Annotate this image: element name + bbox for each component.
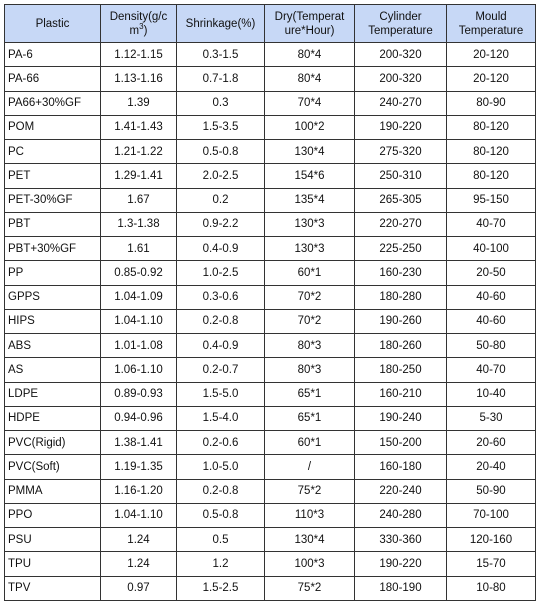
cell-density: 0.89-0.93 xyxy=(101,382,177,406)
cell-plastic: AS xyxy=(5,358,101,382)
cell-density: 0.85-0.92 xyxy=(101,261,177,285)
cell-cylinder-temperature: 200-320 xyxy=(355,43,447,67)
cell-cylinder-temperature: 180-250 xyxy=(355,358,447,382)
header-mould-temperature xyxy=(447,5,536,43)
cell-density: 1.41-1.43 xyxy=(101,115,177,139)
cell-density: 1.3-1.38 xyxy=(101,212,177,236)
cell-cylinder-temperature: 240-280 xyxy=(355,503,447,527)
cell-density: 1.04-1.10 xyxy=(101,309,177,333)
header-density-close: ) xyxy=(143,24,148,37)
cell-density: 1.12-1.15 xyxy=(101,43,177,67)
cell-mould-temperature: 40-60 xyxy=(447,285,536,309)
cell-plastic: PBT xyxy=(5,212,101,236)
cell-mould-temperature: 80-120 xyxy=(447,164,536,188)
cell-shrinkage: 0.3-0.6 xyxy=(177,285,265,309)
cell-dry: / xyxy=(265,455,355,479)
cell-mould-temperature: 15-70 xyxy=(447,552,536,576)
table-row xyxy=(5,334,536,358)
table-row xyxy=(5,237,536,261)
cell-dry: 75*2 xyxy=(265,479,355,503)
plastics-properties-table xyxy=(4,4,536,601)
header-row xyxy=(5,5,536,43)
cell-plastic: POM xyxy=(5,115,101,139)
cell-mould-temperature: 20-120 xyxy=(447,67,536,91)
cell-density: 1.29-1.41 xyxy=(101,164,177,188)
cell-mould-temperature: 40-70 xyxy=(447,358,536,382)
cell-density: 1.13-1.16 xyxy=(101,67,177,91)
cell-dry: 65*1 xyxy=(265,382,355,406)
header-density-line1: Density(g/c xyxy=(109,10,168,23)
cell-plastic: PC xyxy=(5,140,101,164)
table-row xyxy=(5,406,536,430)
header-plastic xyxy=(5,5,101,43)
cell-plastic: PA-66 xyxy=(5,67,101,91)
cell-cylinder-temperature: 225-250 xyxy=(355,237,447,261)
cell-dry: 70*4 xyxy=(265,91,355,115)
cell-density: 0.94-0.96 xyxy=(101,406,177,430)
header-shrinkage xyxy=(177,5,265,43)
cell-mould-temperature: 20-40 xyxy=(447,455,536,479)
header-density xyxy=(101,5,177,43)
cell-cylinder-temperature: 330-360 xyxy=(355,528,447,552)
cell-mould-temperature: 50-80 xyxy=(447,334,536,358)
cell-shrinkage: 0.2-0.8 xyxy=(177,479,265,503)
cell-dry: 130*3 xyxy=(265,212,355,236)
cell-cylinder-temperature: 240-270 xyxy=(355,91,447,115)
cell-mould-temperature: 40-100 xyxy=(447,237,536,261)
cell-dry: 70*2 xyxy=(265,285,355,309)
cell-cylinder-temperature: 180-190 xyxy=(355,576,447,601)
table-row xyxy=(5,91,536,115)
cell-plastic: PET xyxy=(5,164,101,188)
cell-plastic: HDPE xyxy=(5,406,101,430)
cell-mould-temperature: 20-120 xyxy=(447,43,536,67)
cell-plastic: TPU xyxy=(5,552,101,576)
cell-shrinkage: 1.0-2.5 xyxy=(177,261,265,285)
cell-plastic: LDPE xyxy=(5,382,101,406)
table-row xyxy=(5,358,536,382)
cell-plastic: ABS xyxy=(5,334,101,358)
cell-plastic: PSU xyxy=(5,528,101,552)
table-row xyxy=(5,309,536,333)
table-header xyxy=(5,5,536,43)
cell-cylinder-temperature: 160-180 xyxy=(355,455,447,479)
cell-dry: 60*1 xyxy=(265,261,355,285)
table-row xyxy=(5,164,536,188)
header-cylinder-line1: Cylinder xyxy=(379,10,422,23)
table-row xyxy=(5,576,536,601)
cell-dry: 135*4 xyxy=(265,188,355,212)
cell-shrinkage: 0.7-1.8 xyxy=(177,67,265,91)
cell-mould-temperature: 10-40 xyxy=(447,382,536,406)
table-row xyxy=(5,382,536,406)
cell-mould-temperature: 80-120 xyxy=(447,115,536,139)
cell-shrinkage: 0.2-0.6 xyxy=(177,431,265,455)
plastics-properties-table-container xyxy=(4,4,535,601)
cell-dry: 80*4 xyxy=(265,67,355,91)
cell-dry: 70*2 xyxy=(265,309,355,333)
cell-dry: 130*4 xyxy=(265,140,355,164)
cell-shrinkage: 1.5-5.0 xyxy=(177,382,265,406)
cell-density: 1.61 xyxy=(101,237,177,261)
cell-mould-temperature: 70-100 xyxy=(447,503,536,527)
cell-density: 1.24 xyxy=(101,552,177,576)
table-body xyxy=(5,43,536,601)
cell-density: 1.19-1.35 xyxy=(101,455,177,479)
header-dry-line1: Dry(Temperat xyxy=(274,10,345,23)
cell-plastic: GPPS xyxy=(5,285,101,309)
cell-plastic: PP xyxy=(5,261,101,285)
cell-density: 1.16-1.20 xyxy=(101,479,177,503)
cell-shrinkage: 1.2 xyxy=(177,552,265,576)
cell-shrinkage: 2.0-2.5 xyxy=(177,164,265,188)
cell-shrinkage: 0.3 xyxy=(177,91,265,115)
cell-plastic: PBT+30%GF xyxy=(5,237,101,261)
table-row xyxy=(5,67,536,91)
cell-shrinkage: 0.2-0.7 xyxy=(177,358,265,382)
cell-mould-temperature: 50-90 xyxy=(447,479,536,503)
cell-plastic: PVC(Rigid) xyxy=(5,431,101,455)
cell-mould-temperature: 10-80 xyxy=(447,576,536,601)
cell-mould-temperature: 80-120 xyxy=(447,140,536,164)
cell-density: 1.24 xyxy=(101,528,177,552)
cell-mould-temperature: 20-50 xyxy=(447,261,536,285)
cell-cylinder-temperature: 200-320 xyxy=(355,67,447,91)
cell-density: 1.06-1.10 xyxy=(101,358,177,382)
cell-shrinkage: 0.5-0.8 xyxy=(177,140,265,164)
table-row xyxy=(5,431,536,455)
cell-shrinkage: 1.0-5.0 xyxy=(177,455,265,479)
table-row xyxy=(5,188,536,212)
header-cylinder-line2: Temperature xyxy=(368,24,433,37)
cell-shrinkage: 0.9-2.2 xyxy=(177,212,265,236)
cell-mould-temperature: 5-30 xyxy=(447,406,536,430)
cell-dry: 100*3 xyxy=(265,552,355,576)
cell-shrinkage: 0.5-0.8 xyxy=(177,503,265,527)
table-row xyxy=(5,212,536,236)
cell-shrinkage: 0.3-1.5 xyxy=(177,43,265,67)
cell-shrinkage: 0.4-0.9 xyxy=(177,334,265,358)
header-mould-line1: Mould xyxy=(475,10,507,23)
cell-shrinkage: 0.5 xyxy=(177,528,265,552)
cell-shrinkage: 0.2 xyxy=(177,188,265,212)
cell-dry: 80*3 xyxy=(265,334,355,358)
cell-plastic: PET-30%GF xyxy=(5,188,101,212)
cell-cylinder-temperature: 150-200 xyxy=(355,431,447,455)
cell-shrinkage: 0.2-0.8 xyxy=(177,309,265,333)
cell-shrinkage: 1.5-4.0 xyxy=(177,406,265,430)
cell-density: 1.01-1.08 xyxy=(101,334,177,358)
cell-dry: 80*4 xyxy=(265,43,355,67)
cell-cylinder-temperature: 220-240 xyxy=(355,479,447,503)
cell-density: 1.39 xyxy=(101,91,177,115)
cell-dry: 130*4 xyxy=(265,528,355,552)
table-row xyxy=(5,528,536,552)
cell-cylinder-temperature: 190-220 xyxy=(355,552,447,576)
table-row xyxy=(5,552,536,576)
table-row xyxy=(5,455,536,479)
header-mould-line2: Temperature xyxy=(458,24,524,37)
cell-density: 1.21-1.22 xyxy=(101,140,177,164)
cell-plastic: HIPS xyxy=(5,309,101,333)
table-row xyxy=(5,140,536,164)
cell-dry: 100*2 xyxy=(265,115,355,139)
cell-cylinder-temperature: 190-220 xyxy=(355,115,447,139)
cell-plastic: PVC(Soft) xyxy=(5,455,101,479)
header-density-superscript: 3 xyxy=(139,21,144,31)
cell-plastic: TPV xyxy=(5,576,101,601)
cell-plastic: PPO xyxy=(5,503,101,527)
cell-mould-temperature: 20-60 xyxy=(447,431,536,455)
cell-density: 1.67 xyxy=(101,188,177,212)
cell-shrinkage: 1.5-3.5 xyxy=(177,115,265,139)
cell-cylinder-temperature: 250-310 xyxy=(355,164,447,188)
header-dry-line2: ure*Hour) xyxy=(284,24,335,37)
header-dry xyxy=(265,5,355,43)
cell-plastic: PMMA xyxy=(5,479,101,503)
table-row xyxy=(5,115,536,139)
cell-shrinkage: 0.4-0.9 xyxy=(177,237,265,261)
cell-dry: 65*1 xyxy=(265,406,355,430)
cell-cylinder-temperature: 265-305 xyxy=(355,188,447,212)
table-row xyxy=(5,285,536,309)
cell-mould-temperature: 120-160 xyxy=(447,528,536,552)
cell-dry: 130*3 xyxy=(265,237,355,261)
table-row xyxy=(5,479,536,503)
cell-cylinder-temperature: 220-270 xyxy=(355,212,447,236)
cell-density: 0.97 xyxy=(101,576,177,601)
table-row xyxy=(5,503,536,527)
cell-cylinder-temperature: 190-260 xyxy=(355,309,447,333)
cell-dry: 110*3 xyxy=(265,503,355,527)
cell-density: 1.04-1.10 xyxy=(101,503,177,527)
header-density-unit: m xyxy=(129,24,140,37)
header-density-line2 xyxy=(103,21,174,38)
cell-cylinder-temperature: 180-280 xyxy=(355,285,447,309)
cell-cylinder-temperature: 180-260 xyxy=(355,334,447,358)
header-shrinkage-label: Shrinkage(%) xyxy=(185,17,256,30)
cell-shrinkage: 1.5-2.5 xyxy=(177,576,265,601)
cell-plastic: PA-6 xyxy=(5,43,101,67)
cell-cylinder-temperature: 160-210 xyxy=(355,382,447,406)
cell-cylinder-temperature: 275-320 xyxy=(355,140,447,164)
cell-cylinder-temperature: 190-240 xyxy=(355,406,447,430)
cell-mould-temperature: 80-90 xyxy=(447,91,536,115)
cell-mould-temperature: 95-150 xyxy=(447,188,536,212)
cell-plastic: PA66+30%GF xyxy=(5,91,101,115)
cell-dry: 60*1 xyxy=(265,431,355,455)
cell-dry: 154*6 xyxy=(265,164,355,188)
cell-mould-temperature: 40-60 xyxy=(447,309,536,333)
header-cylinder-temperature xyxy=(355,5,447,43)
cell-cylinder-temperature: 160-230 xyxy=(355,261,447,285)
table-row xyxy=(5,261,536,285)
table-row xyxy=(5,43,536,67)
cell-dry: 80*3 xyxy=(265,358,355,382)
cell-dry: 75*2 xyxy=(265,576,355,601)
header-plastic-label: Plastic xyxy=(35,17,70,30)
cell-density: 1.38-1.41 xyxy=(101,431,177,455)
cell-density: 1.04-1.09 xyxy=(101,285,177,309)
cell-mould-temperature: 40-70 xyxy=(447,212,536,236)
